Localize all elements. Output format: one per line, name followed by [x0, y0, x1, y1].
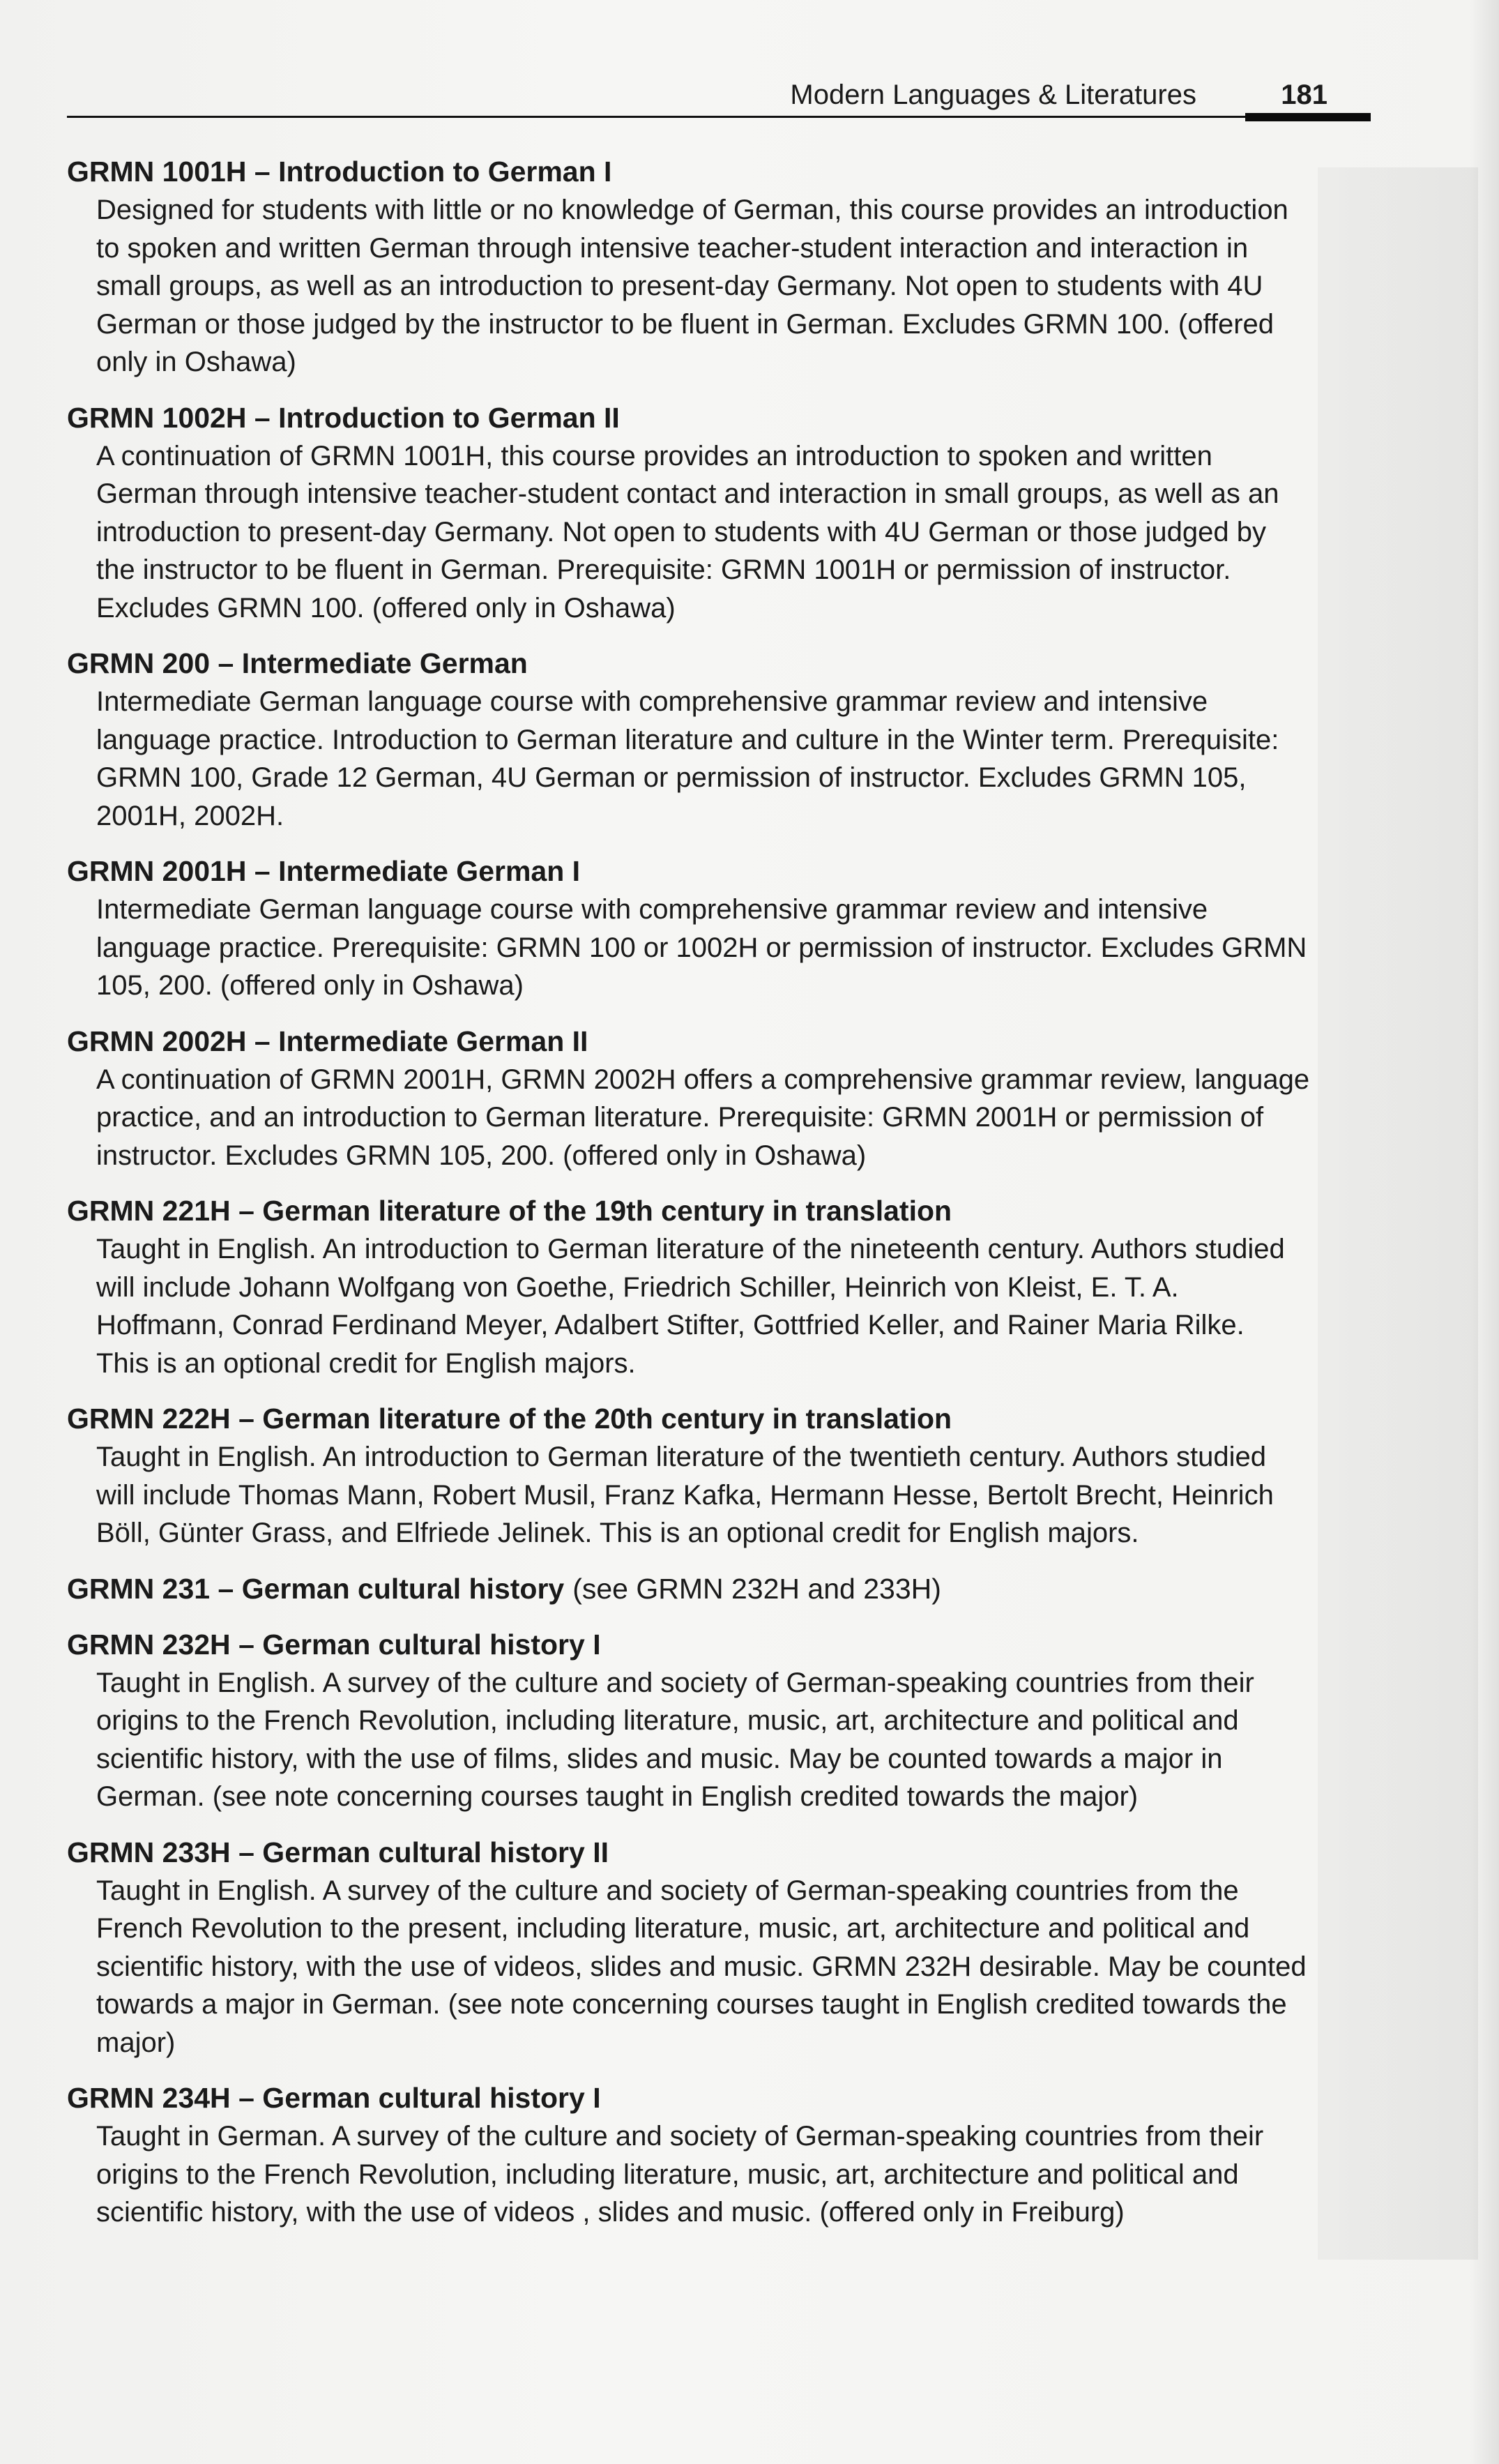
header-rule-accent	[1245, 113, 1371, 121]
course-description-line: Taught in English. A survey of the culture and society of German-speaking countries from the	[96, 1875, 1239, 1906]
course-description-line: Taught in English. A survey of the culture and society of German-speaking countries from their	[96, 1667, 1254, 1698]
course-description	[96, 1872, 1371, 2062]
course-description	[96, 1438, 1371, 1552]
header-rule	[67, 116, 1371, 118]
course-description	[96, 683, 1371, 835]
course-entry	[67, 852, 1371, 1005]
course-title: Intermediate German II	[278, 1025, 588, 1057]
course-code: GRMN 232H	[67, 1628, 231, 1661]
course-description-line: Taught in English. An introduction to German literature of the nineteenth century. Authors studied	[96, 1234, 1285, 1264]
course-entry	[67, 1569, 1371, 1608]
course-description	[96, 1061, 1371, 1175]
course-entry	[67, 2078, 1371, 2232]
course-description-line: 105, 200. (offered only in Oshawa)	[96, 970, 524, 1001]
course-description-line: German. (see note concerning courses taught in English credited towards the major)	[96, 1781, 1139, 1812]
course-description	[96, 191, 1371, 381]
course-code: GRMN 200	[67, 647, 211, 679]
course-title-separator: –	[238, 1836, 254, 1868]
course-description-line: French Revolution to the present, including literature, music, art, architecture and political and	[96, 1913, 1250, 1944]
course-description-line: 2001H, 2002H.	[96, 800, 284, 831]
course-description-line: Intermediate German language course with comprehensive grammar review and intensive	[96, 686, 1208, 717]
course-code: GRMN 1002H	[67, 401, 247, 434]
course-title-separator: –	[218, 647, 234, 679]
course-description	[96, 891, 1371, 1005]
course-title: Introduction to German I	[278, 156, 612, 188]
course-title-separator: –	[218, 1572, 234, 1605]
course-description	[96, 1664, 1371, 1816]
course-description-line: scientific history, with the use of videos, slides and music. GRMN 232H desirable. May be counted	[96, 1951, 1307, 1982]
course-description-line: the instructor to be fluent in German. Prerequisite: GRMN 1001H or permission of instructor.	[96, 554, 1231, 585]
course-heading	[67, 1625, 1371, 1664]
course-entry	[67, 152, 1371, 381]
course-description-line: A continuation of GRMN 1001H, this course provides an introduction to spoken and written	[96, 440, 1212, 471]
course-description-line: towards a major in German. (see note concerning courses taught in English credited towards the	[96, 1989, 1287, 2020]
course-title-separator: –	[238, 2082, 254, 2114]
course-code: GRMN 221H	[67, 1195, 231, 1227]
course-title-separator: –	[254, 1025, 271, 1057]
course-description-line: origins to the French Revolution, including literature, music, art, architecture and political and	[96, 2159, 1239, 2190]
course-description-line: origins to the French Revolution, including literature, music, art, architecture and political and	[96, 1705, 1239, 1736]
course-title: German literature of the 20th century in translation	[262, 1403, 952, 1435]
course-code: GRMN 231	[67, 1572, 211, 1605]
course-description-line: German through intensive teacher-student contact and interaction in small groups, as well as an	[96, 478, 1279, 509]
course-entry	[67, 644, 1371, 835]
course-description-line: Böll, Günter Grass, and Elfriede Jelinek. This is an optional credit for English majors.	[96, 1518, 1139, 1548]
course-description-line: Intermediate German language course with comprehensive grammar review and intensive	[96, 894, 1208, 925]
course-entry	[67, 1022, 1371, 1175]
course-description-line: scientific history, with the use of videos , slides and music. (offered only in Freiburg)	[96, 2197, 1125, 2228]
course-heading	[67, 644, 1371, 683]
page-number: 181	[1281, 80, 1327, 110]
course-description-line: instructor. Excludes GRMN 105, 200. (offered only in Oshawa)	[96, 1140, 867, 1171]
course-description-line: major)	[96, 2027, 176, 2058]
course-title: Intermediate German	[241, 647, 528, 679]
section-title: Modern Languages & Literatures	[790, 80, 1196, 110]
course-title: German cultural history II	[262, 1836, 609, 1868]
course-heading	[67, 152, 1371, 191]
course-description-line: language practice. Introduction to German literature and culture in the Winter term. Prerequisite:	[96, 724, 1279, 755]
course-description-line: A continuation of GRMN 2001H, GRMN 2002H offers a comprehensive grammar review, language	[96, 1064, 1310, 1095]
course-heading	[67, 398, 1371, 437]
course-heading	[67, 1399, 1371, 1438]
course-title: Introduction to German II	[278, 401, 620, 434]
course-heading	[67, 852, 1371, 891]
course-title: German literature of the 19th century in translation	[262, 1195, 952, 1227]
course-entry	[67, 1399, 1371, 1552]
course-entry	[67, 398, 1371, 628]
course-title: German cultural history	[241, 1572, 565, 1605]
course-title-separator: –	[254, 401, 271, 434]
course-entry	[67, 1625, 1371, 1816]
course-note: (see GRMN 232H and 233H)	[572, 1572, 941, 1605]
course-description	[96, 1230, 1371, 1382]
course-title: German cultural history I	[262, 2082, 601, 2114]
course-title: German cultural history I	[262, 1628, 601, 1661]
course-description-line: language practice. Prerequisite: GRMN 100 or 1002H or permission of instructor. Excludes GRMN	[96, 932, 1307, 963]
page-edge-shadow	[1470, 0, 1499, 2464]
course-description-line: Taught in English. An introduction to German literature of the twentieth century. Authors studied	[96, 1442, 1267, 1472]
course-heading	[67, 1022, 1371, 1061]
course-title: Intermediate German I	[278, 855, 581, 887]
course-title-separator: –	[238, 1195, 254, 1227]
course-code: GRMN 2002H	[67, 1025, 247, 1057]
page-header	[67, 70, 1371, 134]
course-heading	[67, 1191, 1371, 1230]
course-title-separator: –	[254, 156, 271, 188]
course-description-line: small groups, as well as an introduction to present-day Germany. Not open to students with 4U	[96, 271, 1263, 301]
course-entry	[67, 1833, 1371, 2062]
course-description-line: Hoffmann, Conrad Ferdinand Meyer, Adalbert Stifter, Gottfried Keller, and Rainer Maria Rilke.	[96, 1310, 1245, 1340]
course-description-line: Excludes GRMN 100. (offered only in Oshawa)	[96, 592, 676, 623]
course-description-line: German or those judged by the instructor to be fluent in German. Excludes GRMN 100. (offered	[96, 308, 1274, 340]
course-description-line: introduction to present-day Germany. Not open to students with 4U German or those judged by	[96, 516, 1266, 547]
course-description	[96, 2117, 1371, 2232]
course-description-line: to spoken and written German through intensive teacher-student interaction and interaction in	[96, 232, 1249, 264]
course-description-line: only in Oshawa)	[96, 347, 296, 377]
course-title-separator: –	[238, 1403, 254, 1435]
course-description-line: will include Thomas Mann, Robert Musil, Franz Kafka, Hermann Hesse, Bertolt Brecht, Heinrich	[96, 1479, 1274, 1511]
course-entry	[67, 1191, 1371, 1382]
course-code: GRMN 234H	[67, 2082, 231, 2114]
course-code: GRMN 1001H	[67, 156, 247, 188]
course-heading	[67, 1833, 1371, 1872]
course-description-line: scientific history, with the use of films, slides and music. May be counted towards a major in	[96, 1743, 1223, 1774]
course-list	[67, 152, 1371, 2248]
course-title-separator: –	[238, 1628, 254, 1661]
course-heading	[67, 1569, 1371, 1608]
course-description-line: will include Johann Wolfgang von Goethe, Friedrich Schiller, Heinrich von Kleist, E. T. A.	[96, 1271, 1179, 1303]
course-description	[96, 437, 1371, 628]
course-description-line: Taught in German. A survey of the culture and society of German-speaking countries from their	[96, 2121, 1264, 2152]
course-title-separator: –	[254, 855, 271, 887]
course-description-line: GRMN 100, Grade 12 German, 4U German or permission of instructor. Excludes GRMN 105,	[96, 762, 1247, 793]
course-code: GRMN 222H	[67, 1403, 231, 1435]
course-code: GRMN 233H	[67, 1836, 231, 1868]
course-description-line: practice, and an introduction to German literature. Prerequisite: GRMN 2001H or permission of	[96, 1102, 1264, 1133]
course-code: GRMN 2001H	[67, 855, 247, 887]
course-description-line: Designed for students with little or no knowledge of German, this course provides an introduction	[96, 195, 1288, 225]
course-description-line: This is an optional credit for English majors.	[96, 1347, 636, 1379]
course-heading	[67, 2078, 1371, 2117]
